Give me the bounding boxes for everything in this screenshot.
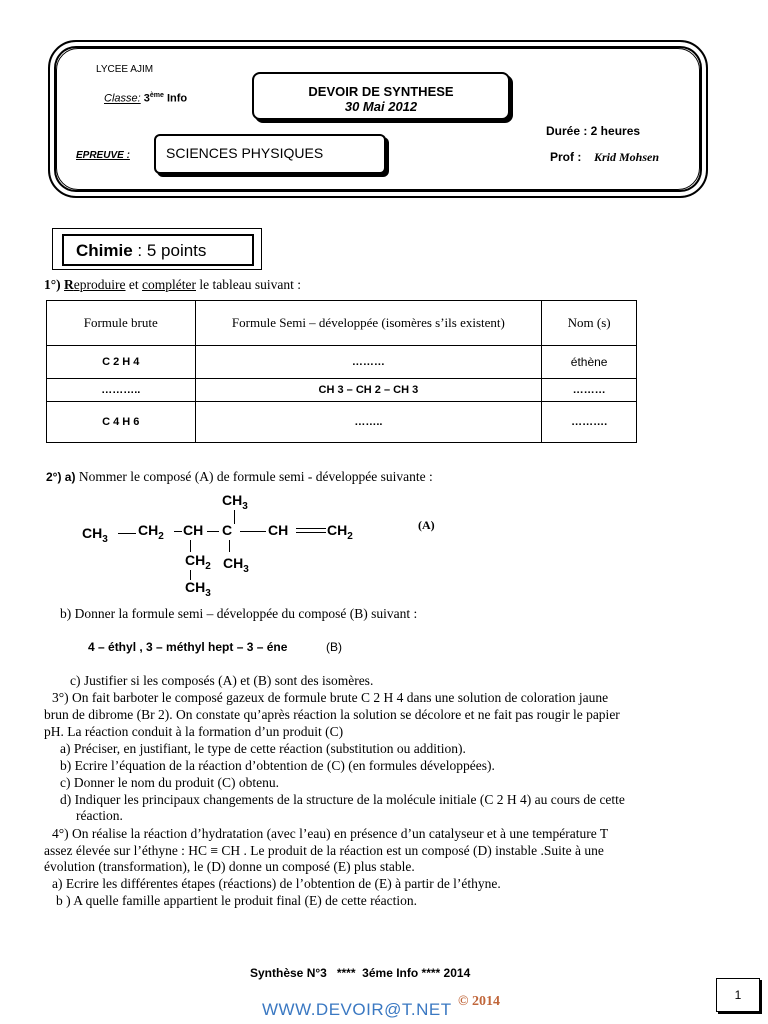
question-4b: b ) A quelle famille appartient le produit final (E) de cette réaction. bbox=[56, 893, 417, 908]
double-bond bbox=[296, 532, 326, 533]
table-header: Formule Semi – développée (isomères s’ils existent) bbox=[195, 301, 542, 346]
question-3-line3: pH. La réaction conduit à la formation d’un produit (C) bbox=[44, 724, 344, 739]
question-3-line1: 3°) On fait barboter le composé gazeux de formule brute C 2 H 4 dans une solution de coloration jaune bbox=[52, 690, 609, 705]
table-cell: ………. bbox=[542, 402, 637, 443]
prof-label: Prof : bbox=[550, 150, 582, 164]
mol-ch: CH bbox=[183, 522, 204, 538]
page-number: 1 bbox=[734, 988, 742, 1002]
question-2a: 2°) a) Nommer le composé (A) de formule semi - développée suivante : bbox=[46, 469, 433, 484]
mol-branch-ch3-2: $CH_3$ bbox=[185, 579, 211, 599]
bond bbox=[229, 540, 230, 552]
question-2c: c) Justifier si les composés (A) et (B) sont des isomères. bbox=[70, 673, 374, 688]
mol-ch-2: CH bbox=[268, 522, 289, 538]
table-cell: CH 3 – CH 2 – CH 3 bbox=[195, 379, 542, 402]
bond bbox=[207, 531, 219, 532]
question-4a: a) Ecrire les différentes étapes (réactions) de l’obtention de (E) à partir de l’éthyne. bbox=[52, 876, 501, 891]
table-cell: C 2 H 4 bbox=[47, 346, 196, 379]
bond bbox=[190, 540, 191, 552]
question-3a: a) Préciser, en justifiant, le type de cette réaction (substitution ou addition). bbox=[60, 741, 466, 756]
table-cell: ……….. bbox=[47, 379, 196, 402]
question-1: 1°) Reproduire et compléter le tableau suivant : bbox=[44, 277, 301, 292]
subject-box bbox=[154, 134, 386, 174]
section-title-box bbox=[62, 234, 254, 266]
compound-B-name: 4 – éthyl , 3 – méthyl hept – 3 – éne bbox=[88, 640, 288, 654]
bond bbox=[234, 510, 235, 524]
section-title: Chimie : 5 points bbox=[76, 241, 207, 260]
prof-name: Krid Mohsen bbox=[594, 150, 660, 164]
table-cell: C 4 H 6 bbox=[47, 402, 196, 443]
table-cell: éthène bbox=[542, 346, 637, 379]
epreuve-label: EPREUVE : bbox=[76, 150, 130, 161]
question-2b: b) Donner la formule semi – développée du composé (B) suivant : bbox=[60, 606, 418, 621]
mol-c: C bbox=[222, 522, 233, 538]
mol-top-ch3: $CH_3$ bbox=[222, 492, 248, 512]
table-header: Formule brute bbox=[47, 301, 196, 346]
table-cell: ……… bbox=[542, 379, 637, 402]
question-3b: b) Ecrire l’équation de la réaction d’obtention de (C) (en formules développées). bbox=[60, 758, 495, 773]
bond bbox=[118, 533, 136, 534]
label-B: (B) bbox=[326, 640, 342, 654]
bond bbox=[240, 531, 266, 532]
question-3d-line1: d) Indiquer les principaux changements de la structure de la molécule initiale (C 2 H 4) au cours de cette bbox=[60, 792, 625, 807]
table-cell: …….. bbox=[195, 402, 542, 443]
mol-ch2: $CH_2$ bbox=[138, 522, 164, 542]
exam-title-box bbox=[252, 72, 510, 120]
exam-title: DEVOIR DE SYNTHESE bbox=[308, 84, 454, 99]
double-bond bbox=[296, 528, 326, 529]
footer-synthese: Synthèse N°3 **** 3éme Info **** 2014 bbox=[250, 966, 471, 980]
question-3c: c) Donner le nom du produit (C) obtenu. bbox=[60, 775, 279, 790]
question-3d-line2: réaction. bbox=[76, 808, 123, 823]
question-4-line1: 4°) On réalise la réaction d’hydratation (avec l’eau) en présence d’un catalyseur et à une température T bbox=[52, 826, 609, 841]
mol-branch-ch3: $CH_3$ bbox=[223, 555, 249, 575]
table-header: Nom (s) bbox=[542, 301, 637, 346]
mol-ch2-end: $CH_2$ bbox=[327, 522, 353, 542]
compound-table bbox=[46, 300, 637, 443]
mol-ch3: $CH_3$ bbox=[82, 525, 108, 545]
question-3-line2: brun de dibrome (Br 2). On constate qu’après réaction la solution se décolore et ne fait pas rougir le papier bbox=[44, 707, 620, 722]
question-4-line3: évolution (transformation), le (D) donne un composé (E) plus stable. bbox=[44, 859, 415, 874]
question-4-line2: assez élevée sur l’éthyne : HC ≡ CH . Le produit de la réaction est un composé (D) instable .Suite à une bbox=[44, 843, 604, 858]
footer-copyright: © 2014 bbox=[458, 994, 500, 1009]
page-number-box bbox=[716, 978, 760, 1012]
label-A: (A) bbox=[418, 518, 435, 532]
footer-website[interactable]: WWW.DEVOIR@T.NET bbox=[262, 1000, 452, 1019]
subject: SCIENCES PHYSIQUES bbox=[166, 145, 324, 161]
class-line: Classe: 3ème Info bbox=[104, 92, 188, 105]
mol-branch-ch2: $CH_2$ bbox=[185, 552, 211, 572]
table-cell: ……… bbox=[195, 346, 542, 379]
bond bbox=[174, 531, 182, 532]
duration: Durée : 2 heures bbox=[546, 124, 641, 138]
exam-date: 30 Mai 2012 bbox=[344, 99, 418, 114]
school-name: LYCEE AJIM bbox=[96, 64, 154, 75]
